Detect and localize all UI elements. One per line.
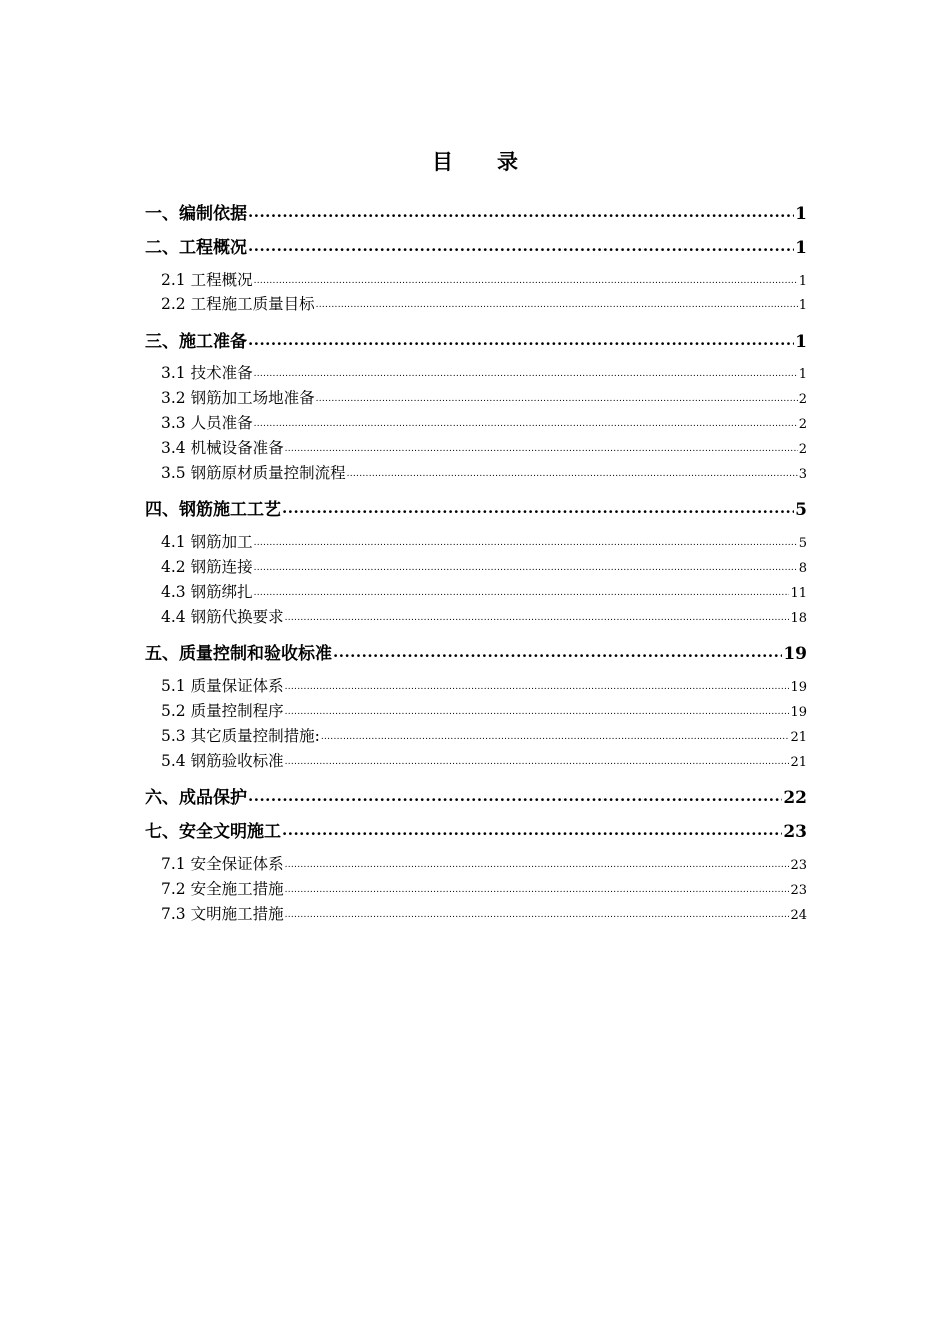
toc-entry-label: 一、编制依据 bbox=[145, 204, 247, 224]
toc-section-entry[interactable] bbox=[145, 674, 807, 696]
toc-section-entry[interactable] bbox=[145, 292, 807, 314]
toc-entry-label: 四、钢筋施工工艺 bbox=[145, 500, 281, 520]
toc-chapter-entry[interactable] bbox=[145, 817, 807, 842]
toc-section-entry[interactable] bbox=[145, 605, 807, 627]
toc-page-number: 21 bbox=[790, 730, 807, 745]
toc-entry-label: 4.3 钢筋绑扎 bbox=[161, 583, 253, 601]
toc-section-entry[interactable] bbox=[145, 461, 807, 483]
toc-section-entry[interactable] bbox=[145, 699, 807, 721]
toc-dot-leader bbox=[316, 388, 798, 404]
toc-page-number: 19 bbox=[790, 680, 807, 695]
toc-dot-leader bbox=[285, 607, 790, 623]
toc-dot-leader bbox=[248, 236, 794, 253]
toc-dot-leader bbox=[254, 582, 790, 598]
toc-dot-leader bbox=[254, 532, 798, 548]
toc-dot-leader bbox=[254, 363, 798, 379]
toc-entry-label: 三、施工准备 bbox=[145, 332, 247, 352]
toc-section-entry[interactable] bbox=[145, 749, 807, 771]
title-char-1: 目 bbox=[432, 149, 453, 174]
toc-page-number: 22 bbox=[783, 788, 807, 808]
title-char-2: 录 bbox=[497, 149, 518, 174]
toc-entry-label: 五、质量控制和验收标准 bbox=[145, 644, 332, 664]
toc-dot-leader bbox=[282, 820, 782, 837]
toc-chapter-entry[interactable] bbox=[145, 327, 807, 352]
toc-chapter-entry[interactable] bbox=[145, 639, 807, 664]
toc-entry-label: 5.4 钢筋验收标准 bbox=[161, 752, 284, 770]
toc-page-number: 5 bbox=[798, 536, 807, 551]
toc-page-number: 1 bbox=[795, 204, 807, 224]
toc-entry-label: 3.1 技术准备 bbox=[161, 364, 253, 382]
toc-entry-label: 3.3 人员准备 bbox=[161, 414, 253, 432]
toc-section-entry[interactable] bbox=[145, 555, 807, 577]
toc-entry-label: 4.1 钢筋加工 bbox=[161, 533, 253, 551]
toc-page-number: 2 bbox=[798, 442, 807, 457]
toc-entry-label: 3.2 钢筋加工场地准备 bbox=[161, 389, 315, 407]
toc-entry-label: 5.3 其它质量控制措施: bbox=[161, 727, 320, 745]
toc-chapter-entry[interactable] bbox=[145, 495, 807, 520]
toc-page-number: 23 bbox=[783, 822, 807, 842]
toc-dot-leader bbox=[285, 676, 790, 692]
toc-dot-leader bbox=[254, 270, 798, 286]
toc-dot-leader bbox=[333, 642, 782, 659]
toc-entry-label: 7.1 安全保证体系 bbox=[161, 855, 284, 873]
toc-dot-leader bbox=[254, 413, 798, 429]
toc-dot-leader bbox=[316, 294, 798, 310]
toc-page-number: 8 bbox=[798, 561, 807, 576]
toc-section-entry[interactable] bbox=[145, 436, 807, 458]
toc-dot-leader bbox=[248, 786, 782, 803]
toc-section-entry[interactable] bbox=[145, 411, 807, 433]
toc-entry-label: 二、工程概况 bbox=[145, 238, 247, 258]
toc-section-entry[interactable] bbox=[145, 386, 807, 408]
toc-dot-leader bbox=[285, 701, 790, 717]
toc-chapter-entry[interactable] bbox=[145, 783, 807, 808]
toc-chapter-entry[interactable] bbox=[145, 233, 807, 258]
toc-dot-leader bbox=[282, 498, 794, 515]
toc-page-number: 11 bbox=[790, 586, 807, 601]
toc-dot-leader bbox=[285, 751, 790, 767]
toc-entry-label: 4.2 钢筋连接 bbox=[161, 558, 253, 576]
toc-entry-label: 2.1 工程概况 bbox=[161, 271, 253, 289]
toc-page-number: 2 bbox=[798, 417, 807, 432]
toc-entry-label: 5.1 质量保证体系 bbox=[161, 677, 284, 695]
toc-dot-leader bbox=[248, 330, 794, 347]
toc-dot-leader bbox=[254, 557, 798, 573]
toc-page-number: 1 bbox=[795, 238, 807, 258]
toc-section-entry[interactable] bbox=[145, 877, 807, 899]
page-title bbox=[0, 146, 950, 176]
toc-entry-label: 3.5 钢筋原材质量控制流程 bbox=[161, 464, 346, 482]
toc-entry-label: 2.2 工程施工质量目标 bbox=[161, 295, 315, 313]
toc-section-entry[interactable] bbox=[145, 361, 807, 383]
toc-page-number: 2 bbox=[798, 392, 807, 407]
toc-entry-label: 七、安全文明施工 bbox=[145, 822, 281, 842]
toc-dot-leader bbox=[285, 854, 790, 870]
toc-page-number: 21 bbox=[790, 755, 807, 770]
toc-section-entry[interactable] bbox=[145, 902, 807, 924]
toc-section-entry[interactable] bbox=[145, 580, 807, 602]
toc-page-number: 19 bbox=[790, 705, 807, 720]
toc-dot-leader bbox=[347, 463, 798, 479]
toc-page-number: 5 bbox=[795, 500, 807, 520]
toc-page-number: 24 bbox=[790, 908, 807, 923]
toc-page-number: 1 bbox=[795, 332, 807, 352]
toc-section-entry[interactable] bbox=[145, 724, 807, 746]
toc-page-number: 19 bbox=[783, 644, 807, 664]
toc-section-entry[interactable] bbox=[145, 852, 807, 874]
toc-entry-label: 7.2 安全施工措施 bbox=[161, 880, 284, 898]
toc-page-number: 18 bbox=[790, 611, 807, 626]
toc-entry-label: 六、成品保护 bbox=[145, 788, 247, 808]
toc-page-number: 1 bbox=[798, 367, 807, 382]
toc-entry-label: 5.2 质量控制程序 bbox=[161, 702, 284, 720]
toc-page-number: 1 bbox=[798, 298, 807, 313]
toc-dot-leader bbox=[285, 904, 790, 920]
toc-dot-leader bbox=[321, 726, 790, 742]
toc-entry-label: 4.4 钢筋代换要求 bbox=[161, 608, 284, 626]
toc-section-entry[interactable] bbox=[145, 268, 807, 290]
toc-page-number: 3 bbox=[798, 467, 807, 482]
toc-section-entry[interactable] bbox=[145, 530, 807, 552]
toc-dot-leader bbox=[285, 438, 798, 454]
toc-page-number: 1 bbox=[798, 274, 807, 289]
toc-dot-leader bbox=[248, 202, 794, 219]
toc-entry-label: 3.4 机械设备准备 bbox=[161, 439, 284, 457]
toc-entry-label: 7.3 文明施工措施 bbox=[161, 905, 284, 923]
toc-dot-leader bbox=[285, 879, 790, 895]
toc-chapter-entry[interactable] bbox=[145, 199, 807, 224]
toc-page-number: 23 bbox=[790, 858, 807, 873]
toc-page-number: 23 bbox=[790, 883, 807, 898]
